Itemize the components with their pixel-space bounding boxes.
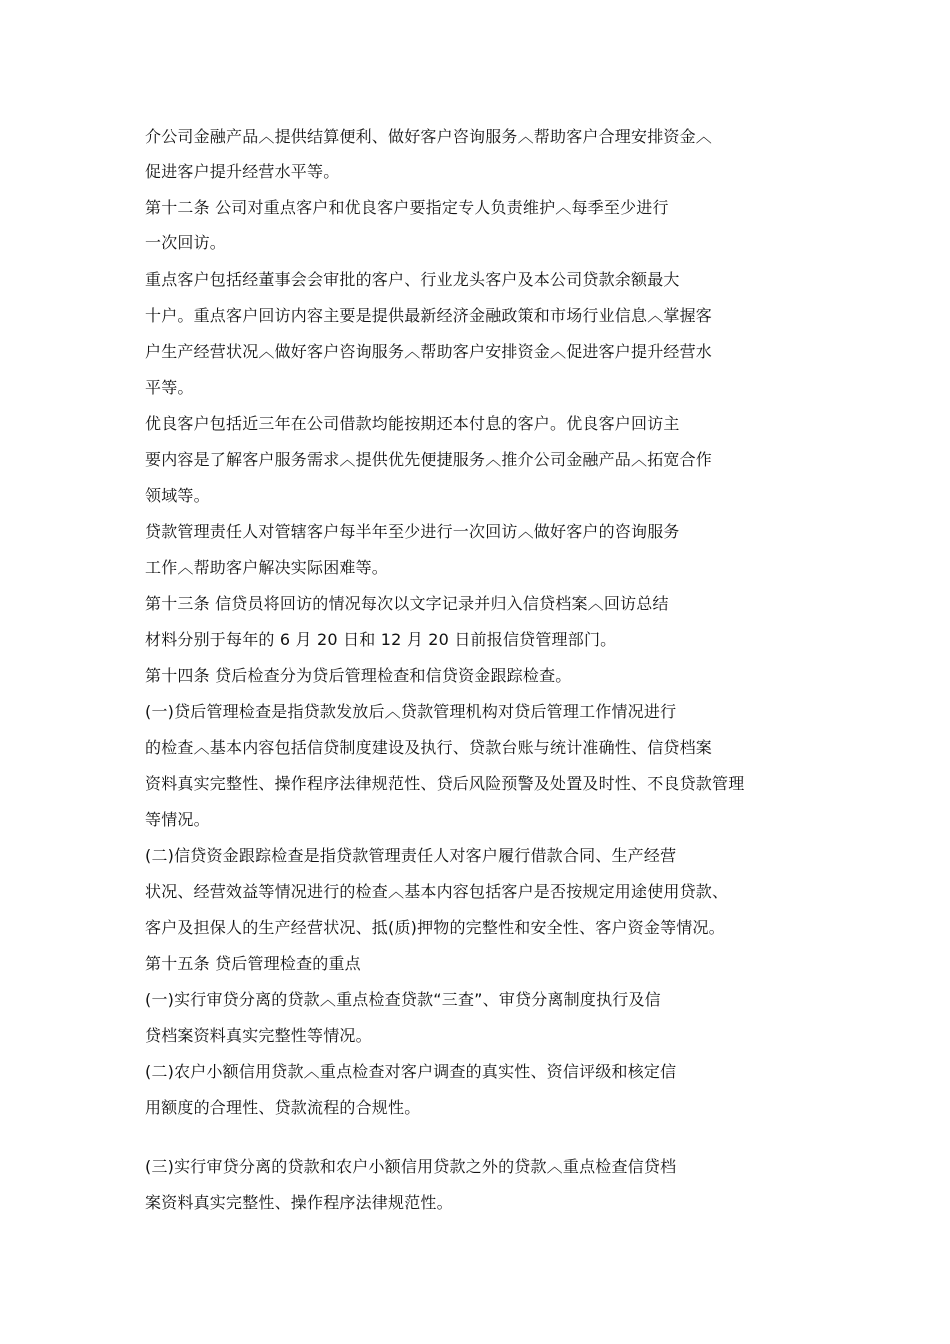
text-line: 促进客户提升经营水平等。 xyxy=(145,162,340,181)
text-line: (一)贷后管理检查是指贷款发放后︿贷款管理机构对贷后管理工作情况进行 xyxy=(145,702,677,721)
text-line: (一)实行审贷分离的贷款︿重点检查贷款“三查”、审贷分离制度执行及信 xyxy=(145,990,661,1009)
text-line: 介公司金融产品︿提供结算便利、做好客户咨询服务︿帮助客户合理安排资金︿ xyxy=(145,127,713,146)
text-line: 的检查︿基本内容包括信贷制度建设及执行、贷款台账与统计准确性、信贷档案 xyxy=(145,738,713,757)
text-line: 第十三条 信贷员将回访的情况每次以文字记录并归入信贷档案︿回访总结 xyxy=(145,594,669,613)
text-line: 一次回访。 xyxy=(145,233,227,252)
text-line: (二)信贷资金跟踪检查是指贷款管理责任人对客户履行借款合同、生产经营 xyxy=(145,846,677,865)
text-line: 优良客户包括近三年在公司借款均能按期还本付息的客户。优良客户回访主 xyxy=(145,414,680,433)
text-line: 平等。 xyxy=(145,378,194,397)
text-line: 第十二条 公司对重点客户和优良客户要指定专人负责维护︿每季至少进行 xyxy=(145,198,669,217)
text-line: 用额度的合理性、贷款流程的合规性。 xyxy=(145,1098,421,1117)
text-line: 第十五条 贷后管理检查的重点 xyxy=(145,954,361,973)
text-line: 贷档案资料真实完整性等情况。 xyxy=(145,1026,372,1045)
text-line: 重点客户包括经董事会会审批的客户、行业龙头客户及本公司贷款余额最大 xyxy=(145,270,680,289)
text-line: 要内容是了解客户服务需求︿提供优先便捷服务︿推介公司金融产品︿拓宽合作 xyxy=(145,450,713,469)
text-line: 领域等。 xyxy=(145,486,210,505)
text-line: 资料真实完整性、操作程序法律规范性、贷后风险预警及处置及时性、不良贷款管理 xyxy=(145,774,745,793)
text-line: 户生产经营状况︿做好客户咨询服务︿帮助客户安排资金︿促进客户提升经营水 xyxy=(145,342,713,361)
text-line: (三)实行审贷分离的贷款和农户小额信用贷款之外的贷款︿重点检查信贷档 xyxy=(145,1157,677,1176)
text-line: (二)农户小额信用贷款︿重点检查对客户调查的真实性、资信评级和核定信 xyxy=(145,1062,677,1081)
text-line: 材料分别于每年的 6 月 20 日和 12 月 20 日前报信贷管理部门。 xyxy=(145,630,617,649)
text-line: 贷款管理责任人对管辖客户每半年至少进行一次回访︿做好客户的咨询服务 xyxy=(145,522,680,541)
text-line: 状况、经营效益等情况进行的检查︿基本内容包括客户是否按规定用途使用贷款、 xyxy=(145,882,729,901)
text-line: 第十四条 贷后检查分为贷后管理检查和信贷资金跟踪检查。 xyxy=(145,666,572,685)
text-line: 十户。重点客户回访内容主要是提供最新经济金融政策和市场行业信息︿掌握客 xyxy=(145,306,713,325)
text-line: 工作︿帮助客户解决实际困难等。 xyxy=(145,558,389,577)
text-line: 等情况。 xyxy=(145,810,210,829)
text-line: 客户及担保人的生产经营状况、抵(质)押物的完整性和安全性、客户资金等情况。 xyxy=(145,918,725,937)
text-line: 案资料真实完整性、操作程序法律规范性。 xyxy=(145,1193,453,1212)
